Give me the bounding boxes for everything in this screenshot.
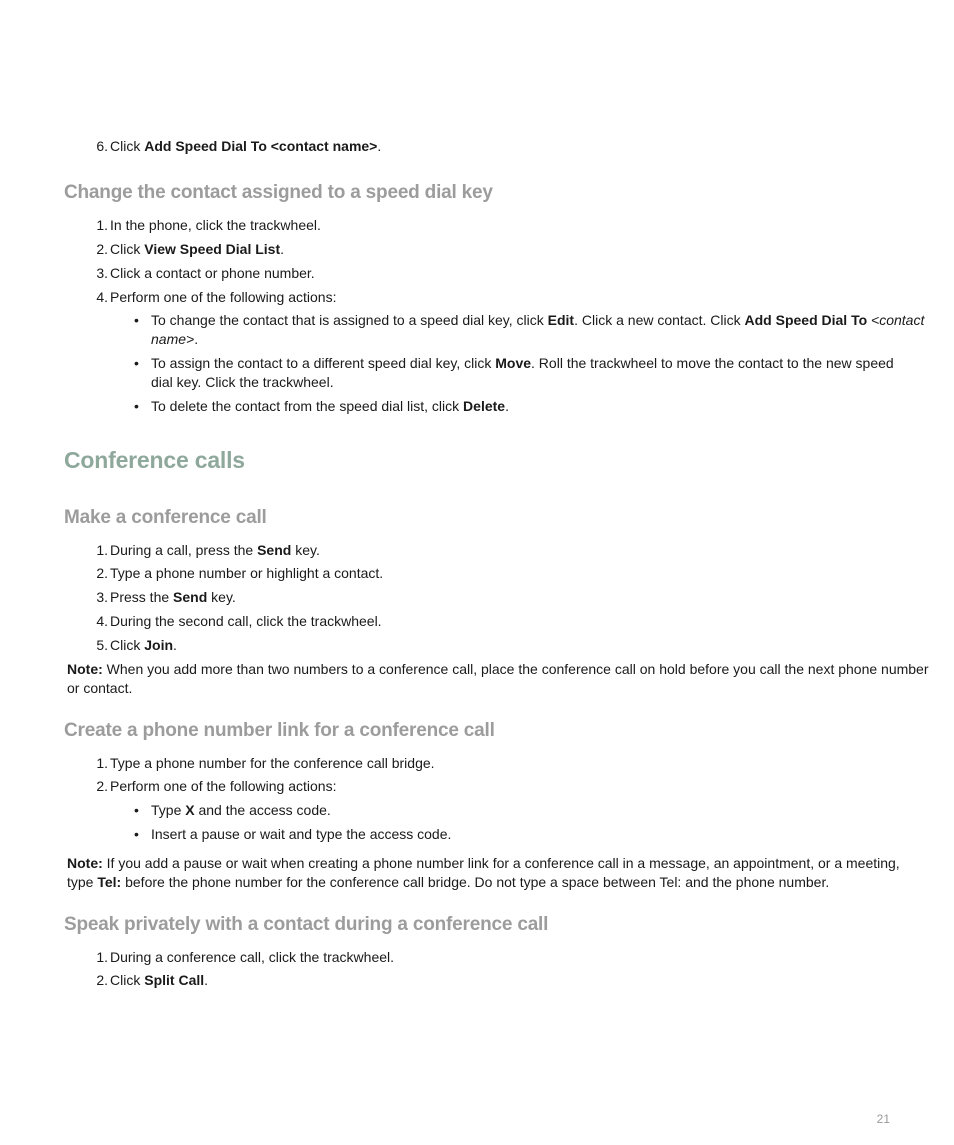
step-text: Press the [110, 589, 174, 605]
note-make-line2: or contact. [67, 680, 133, 696]
step-text: In the phone, click the trackwheel. [110, 217, 321, 233]
note-make [67, 660, 929, 678]
bullet-text: To delete the contact from the speed dial list, click [151, 398, 464, 414]
step-number: 3. [96, 589, 108, 605]
bold-term: Send [173, 589, 208, 605]
step-text-end: key. [207, 589, 236, 605]
note-text: type [67, 874, 98, 890]
step-number: 2. [96, 972, 108, 988]
note-link [67, 854, 900, 872]
bold-term: Tel: [97, 874, 122, 890]
bold-term: Split Call [144, 972, 205, 988]
step-text-end: . [377, 138, 382, 154]
bullet-text: Insert a pause or wait and type the access code. [151, 826, 452, 842]
italic-term: name> [151, 331, 195, 347]
step-number: 1. [96, 755, 108, 771]
step-number: 1. [96, 217, 108, 233]
heading-conference-calls: Conference calls [64, 447, 245, 473]
bold-term: Delete [463, 398, 506, 414]
step-number: 4. [96, 613, 108, 629]
step-number: 6. [96, 138, 108, 154]
step-text: Click [110, 972, 145, 988]
step-text-end: . [280, 241, 285, 257]
note-text: If you add a pause or wait when creating a phone number link for a conference call in a message, an appointment, or a meeting, [102, 855, 900, 871]
bullet-icon: • [134, 398, 139, 414]
step-text: Type a phone number or highlight a contact. [110, 565, 384, 581]
step-number: 3. [96, 265, 108, 281]
bold-term: Add Speed Dial To <contact name> [144, 138, 378, 154]
step-number: 2. [96, 565, 108, 581]
step-number: 2. [96, 241, 108, 257]
heading-speak-privately: Speak privately with a contact during a conference call [64, 914, 549, 935]
heading-phone-number-link: Create a phone number link for a conference call [64, 720, 495, 741]
heading-make-conference-call: Make a conference call [64, 507, 267, 528]
step-text: Click [110, 637, 145, 653]
step-text: During the second call, click the trackwheel. [110, 613, 382, 629]
bullet-text-end: . [505, 398, 509, 414]
heading-change-contact: Change the contact assigned to a speed dial key [64, 182, 493, 203]
bullet-icon: • [134, 355, 139, 371]
bullet-text: Type [151, 802, 186, 818]
step-text: Perform one of the following actions: [110, 289, 337, 305]
bold-term: View Speed Dial List [144, 241, 281, 257]
bold-term: Move [495, 355, 532, 371]
bullet-edit-line2 [151, 330, 198, 348]
bullet-icon: • [134, 312, 139, 328]
bullet-icon: • [134, 802, 139, 818]
bold-term: Edit [547, 312, 575, 328]
note-label: Note: [67, 855, 103, 871]
step-text-end: key. [291, 542, 320, 558]
bold-term: Add Speed Dial To [744, 312, 868, 328]
step-text: During a conference call, click the trackwheel. [110, 949, 395, 965]
bullet-text: and the access code. [194, 802, 331, 818]
bullet-move-line2: dial key. Click the trackwheel. [151, 374, 334, 390]
bold-term: X [185, 802, 195, 818]
step-number: 5. [96, 637, 108, 653]
step-text-end: . [173, 637, 177, 653]
step-number: 2. [96, 778, 108, 794]
bold-term: Send [257, 542, 292, 558]
step-text: Click a contact or phone number. [110, 265, 315, 281]
step-text: During a call, press the [110, 542, 258, 558]
step-text: Click [110, 138, 145, 154]
step-number: 1. [96, 542, 108, 558]
bullet-text: . Click a new contact. Click [574, 312, 745, 328]
bullet-text-end: . [194, 331, 199, 347]
italic-term: <contact [867, 312, 925, 328]
note-link-line2 [67, 873, 829, 891]
step-text-end: . [204, 972, 209, 988]
bullet-text: . Roll the trackwheel to move the contact to the new speed [531, 355, 894, 371]
step-text: Type a phone number for the conference call bridge. [110, 755, 435, 771]
step-number: 1. [96, 949, 108, 965]
note-text: When you add more than two numbers to a conference call, place the conference call on hold before you call the next phone number [102, 661, 929, 677]
note-label: Note: [67, 661, 103, 677]
step-number: 4. [96, 289, 108, 305]
step-text: Perform one of the following actions: [110, 778, 337, 794]
bold-term: Join [144, 637, 174, 653]
page-number: 21 [876, 1112, 890, 1126]
step-text: Click [110, 241, 145, 257]
bullet-icon: • [134, 826, 139, 842]
bullet-text: To change the contact that is assigned to a speed dial key, click [151, 312, 548, 328]
note-text: before the phone number for the conference call bridge. Do not type a space between Tel: and the phone number. [121, 874, 830, 890]
bullet-text: To assign the contact to a different speed dial key, click [151, 355, 496, 371]
